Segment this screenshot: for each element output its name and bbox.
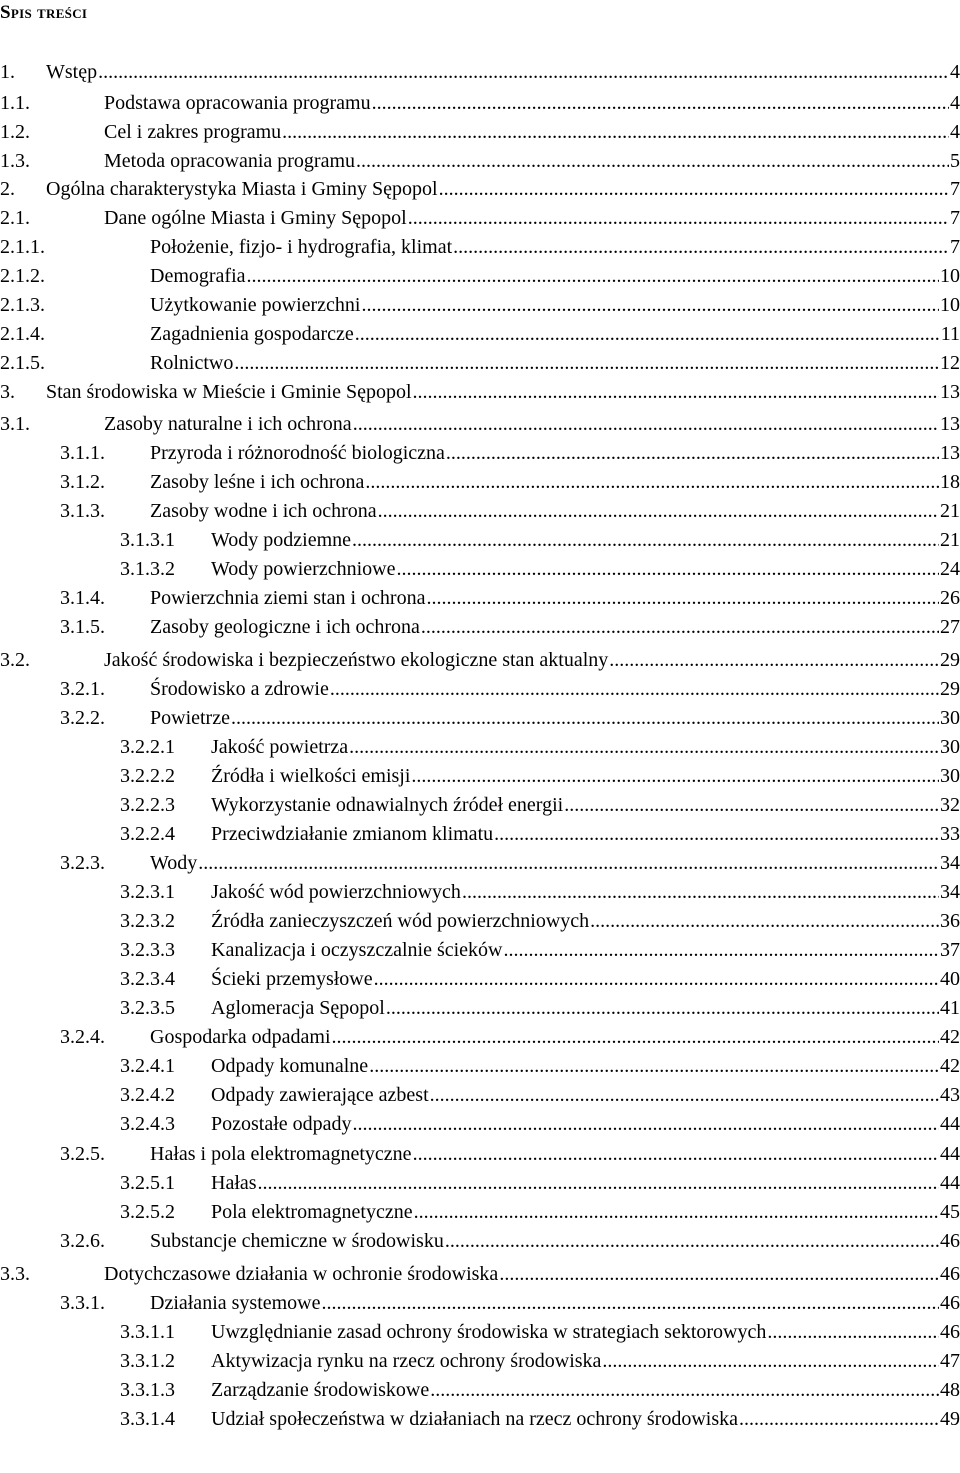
toc-entry-label: Położenie, fizjo- i hydrografia, klimat: [150, 236, 453, 258]
toc-entry-number: 3.1.: [0, 413, 30, 435]
toc-entry-number: 2.1.1.: [0, 236, 45, 258]
toc-entry-number: 3.2.5.1: [120, 1172, 175, 1194]
toc-entry-label: Stan środowiska w Mieście i Gminie Sępopol: [46, 381, 412, 403]
toc-entry[interactable]: [0, 1347, 960, 1375]
toc-entry-number: 3.3.1.1: [120, 1321, 175, 1343]
dot-leader: [430, 1376, 939, 1404]
toc-entry-page: 49: [940, 1408, 960, 1430]
toc-entry-page: 4: [950, 92, 960, 114]
toc-entry-number: 3.3.1.3: [120, 1379, 175, 1401]
toc-entry-label: Zagadnienia gospodarcze: [150, 323, 354, 345]
toc-entry-label: Udział społeczeństwa w działaniach na rzecz ochrony środowiska: [211, 1408, 739, 1430]
toc-entry[interactable]: [0, 1052, 960, 1080]
dot-leader: [590, 907, 939, 935]
toc-entry[interactable]: [0, 497, 960, 525]
dot-leader: [411, 762, 939, 790]
toc-entry[interactable]: [0, 1289, 960, 1317]
toc-entry-label: Wstęp: [46, 61, 98, 83]
toc-entry-number: 3.2.: [0, 649, 30, 671]
toc-entry-page: 48: [940, 1379, 960, 1401]
toc-entry[interactable]: [0, 291, 960, 319]
dot-leader: [352, 526, 939, 554]
toc-entry[interactable]: [0, 965, 960, 993]
toc-entry-label: Hałas i pola elektromagnetyczne: [150, 1143, 412, 1165]
toc-entry-page: 13: [940, 413, 960, 435]
dot-leader: [322, 1289, 940, 1317]
toc-entry-label: Powierzchnia ziemi stan i ochrona: [150, 587, 426, 609]
toc-entry-label: Powietrze: [150, 707, 230, 729]
dot-leader: [421, 613, 939, 641]
toc-entry-page: 30: [940, 707, 960, 729]
toc-entry-number: 3.2.4.2: [120, 1084, 175, 1106]
toc-entry-label: Jakość wód powierzchniowych: [211, 881, 461, 903]
dot-leader: [494, 820, 939, 848]
dot-leader: [369, 1052, 939, 1080]
toc-entry-number: 3.2.1.: [60, 678, 105, 700]
toc-entry-number: 3.2.3.3: [120, 939, 175, 961]
dot-leader: [396, 555, 939, 583]
toc-entry-label: Wody: [150, 852, 198, 874]
toc-entry-number: 3.2.4.3: [120, 1113, 175, 1135]
toc-entry[interactable]: [0, 1376, 960, 1404]
toc-entry-page: 47: [940, 1350, 960, 1372]
toc-entry-page: 37: [940, 939, 960, 961]
dot-leader: [365, 468, 939, 496]
toc-entry-number: 2.1.3.: [0, 294, 45, 316]
toc-entry-label: Zasoby wodne i ich ochrona: [150, 500, 377, 522]
toc-entry-page: 5: [950, 150, 960, 172]
toc-entry-page: 7: [950, 207, 960, 229]
toc-entry[interactable]: [0, 613, 960, 641]
toc-entry-number: 3.2.5.2: [120, 1201, 175, 1223]
dot-leader: [231, 704, 939, 732]
toc-entry-label: Jakość powietrza: [211, 736, 349, 758]
toc-entry-label: Przeciwdziałanie zmianom klimatu: [211, 823, 494, 845]
toc-entry-number: 3.1.3.2: [120, 558, 175, 580]
toc-entry-page: 18: [940, 471, 960, 493]
dot-leader: [247, 262, 939, 290]
toc-entry-number: 3.3.1.: [60, 1292, 105, 1314]
dot-leader: [413, 1140, 939, 1168]
dot-leader: [739, 1405, 939, 1433]
toc-entry[interactable]: [0, 1318, 960, 1346]
toc-entry-label: Demografia: [150, 265, 246, 287]
toc-entry-label: Środowisko a zdrowie: [150, 678, 329, 700]
toc-entry-number: 2.1.4.: [0, 323, 45, 345]
toc-entry-label: Wody podziemne: [211, 529, 352, 551]
toc-entry-label: Gospodarka odpadami: [150, 1026, 331, 1048]
toc-entry-number: 1.2.: [0, 121, 30, 143]
dot-leader: [414, 1198, 939, 1226]
toc-entry-page: 33: [940, 823, 960, 845]
dot-leader: [408, 204, 949, 232]
toc-entry-number: 3.2.3.2: [120, 910, 175, 932]
toc-entry-label: Jakość środowiska i bezpieczeństwo ekologiczne stan aktualny: [104, 649, 609, 671]
toc-entry-page: 46: [940, 1321, 960, 1343]
dot-leader: [504, 936, 939, 964]
toc-entry-label: Zarządzanie środowiskowe: [211, 1379, 430, 1401]
toc-entry[interactable]: [0, 468, 960, 496]
toc-entry-number: 2.: [0, 178, 15, 200]
dot-leader: [462, 878, 939, 906]
dot-leader: [609, 646, 939, 674]
toc-entry-page: 44: [940, 1143, 960, 1165]
toc-entry-label: Uwzględnianie zasad ochrony środowiska w strategiach sektorowych: [211, 1321, 767, 1343]
toc-entry-number: 1.1.: [0, 92, 30, 114]
toc-entry-label: Zasoby leśne i ich ochrona: [150, 471, 365, 493]
dot-leader: [332, 1023, 939, 1051]
toc-entry[interactable]: [0, 320, 960, 348]
toc-entry-page: 42: [940, 1055, 960, 1077]
toc-entry-page: 21: [940, 500, 960, 522]
dot-leader: [372, 89, 949, 117]
toc-entry-number: 3.1.1.: [60, 442, 105, 464]
dot-leader: [353, 1110, 939, 1138]
dot-leader: [98, 58, 949, 86]
toc-entry-label: Pola elektromagnetyczne: [211, 1201, 413, 1223]
toc-entry-number: 3.1.3.: [60, 500, 105, 522]
toc-entry-number: 3.2.2.4: [120, 823, 175, 845]
toc-entry-page: 29: [940, 678, 960, 700]
dot-leader: [378, 497, 939, 525]
toc-entry-page: 4: [950, 61, 960, 83]
toc-entry[interactable]: [0, 58, 960, 86]
toc-title: Spis treści: [0, 2, 88, 23]
toc-entry-label: Aktywizacja rynku na rzecz ochrony środowiska: [211, 1350, 602, 1372]
toc-entry-number: 3.1.2.: [60, 471, 105, 493]
toc-entry[interactable]: [0, 233, 960, 261]
toc-entry-label: Hałas: [211, 1172, 257, 1194]
toc-entry-label: Pozostałe odpady: [211, 1113, 352, 1135]
toc-entry-page: 34: [940, 852, 960, 874]
toc-entry-number: 3.2.6.: [60, 1230, 105, 1252]
dot-leader: [234, 349, 939, 377]
toc-entry[interactable]: [0, 704, 960, 732]
toc-entry-number: 3.2.5.: [60, 1143, 105, 1165]
toc-entry-number: 3.3.1.2: [120, 1350, 175, 1372]
toc-entry-number: 3.1.5.: [60, 616, 105, 638]
toc-entry[interactable]: [0, 791, 960, 819]
toc-entry-number: 3.2.2.2: [120, 765, 175, 787]
toc-entry[interactable]: [0, 1198, 960, 1226]
toc-entry-number: 3.2.3.1: [120, 881, 175, 903]
dot-leader: [602, 1347, 939, 1375]
toc-entry[interactable]: [0, 1405, 960, 1433]
dot-leader: [453, 233, 949, 261]
toc-entry-page: 34: [940, 881, 960, 903]
dot-leader: [258, 1169, 939, 1197]
dot-leader: [374, 965, 939, 993]
toc-entry[interactable]: [0, 994, 960, 1022]
toc-entry[interactable]: [0, 733, 960, 761]
toc-entry-page: 26: [940, 587, 960, 609]
toc-entry-label: Cel i zakres programu: [104, 121, 282, 143]
dot-leader: [330, 675, 939, 703]
toc-entry-page: 30: [940, 765, 960, 787]
toc-entry-label: Źródła i wielkości emisji: [211, 765, 411, 787]
dot-leader: [386, 994, 939, 1022]
toc-entry-number: 3.2.3.: [60, 852, 105, 874]
toc-entry-label: Aglomeracja Sępopol: [211, 997, 385, 1019]
toc-entry-page: 46: [940, 1230, 960, 1252]
toc-entry-number: 3.1.4.: [60, 587, 105, 609]
toc-entry-number: 3.1.3.1: [120, 529, 175, 551]
toc-entry[interactable]: [0, 936, 960, 964]
toc-entry-page: 13: [940, 381, 960, 403]
toc-entry-page: 13: [940, 442, 960, 464]
toc-entry-page: 30: [940, 736, 960, 758]
dot-leader: [349, 733, 939, 761]
toc-entry-page: 12: [940, 352, 960, 374]
toc-entry-page: 11: [940, 323, 960, 345]
toc-entry-page: 45: [940, 1201, 960, 1223]
toc-entry[interactable]: [0, 1227, 960, 1255]
toc-entry-label: Ogólna charakterystyka Miasta i Gminy Sępopol: [46, 178, 438, 200]
toc-entry[interactable]: [0, 675, 960, 703]
toc-entry-page: 32: [940, 794, 960, 816]
toc-entry-label: Zasoby geologiczne i ich ochrona: [150, 616, 420, 638]
toc-entry-page: 4: [950, 121, 960, 143]
toc-entry-page: 10: [940, 294, 960, 316]
toc-entry[interactable]: [0, 378, 960, 406]
toc-entry-label: Kanalizacja i oczyszczalnie ścieków: [211, 939, 503, 961]
toc-entry-number: 3.2.2.1: [120, 736, 175, 758]
dot-leader: [413, 378, 939, 406]
toc-entry[interactable]: [0, 878, 960, 906]
toc-entry-page: 36: [940, 910, 960, 932]
toc-entry-number: 2.1.: [0, 207, 30, 229]
toc-entry-page: 7: [950, 178, 960, 200]
toc-entry-number: 3.2.2.: [60, 707, 105, 729]
toc-entry[interactable]: [0, 349, 960, 377]
toc-entry[interactable]: [0, 526, 960, 554]
dot-leader: [767, 1318, 939, 1346]
toc-entry-label: Dotychczasowe działania w ochronie środowiska: [104, 1263, 499, 1285]
toc-entry-page: 43: [940, 1084, 960, 1106]
dot-leader: [353, 410, 939, 438]
toc-entry-page: 27: [940, 616, 960, 638]
toc-entry-number: 2.1.2.: [0, 265, 45, 287]
toc-entry-label: Przyroda i różnorodność biologiczna: [150, 442, 445, 464]
dot-leader: [355, 320, 940, 348]
dot-leader: [446, 439, 939, 467]
toc-entry[interactable]: [0, 1169, 960, 1197]
toc-entry[interactable]: [0, 89, 960, 117]
dot-leader: [430, 1081, 939, 1109]
dot-leader: [499, 1260, 939, 1288]
toc-entry[interactable]: [0, 1081, 960, 1109]
toc-entry-page: 10: [940, 265, 960, 287]
toc-entry-page: 24: [940, 558, 960, 580]
toc-entry[interactable]: [0, 1023, 960, 1051]
dot-leader: [426, 584, 939, 612]
toc-entry[interactable]: [0, 584, 960, 612]
toc-entry[interactable]: [0, 1260, 960, 1288]
toc-entry[interactable]: [0, 175, 960, 203]
dot-leader: [361, 291, 939, 319]
toc-entry[interactable]: [0, 262, 960, 290]
toc-entry-label: Podstawa opracowania programu: [104, 92, 371, 114]
dot-leader: [445, 1227, 939, 1255]
toc-entry-page: 29: [940, 649, 960, 671]
toc-entry-label: Rolnictwo: [150, 352, 234, 374]
dot-leader: [356, 147, 949, 175]
toc-entry-number: 3.3.1.4: [120, 1408, 175, 1430]
toc-entry[interactable]: [0, 1140, 960, 1168]
toc-entry[interactable]: [0, 204, 960, 232]
toc-entry-label: Dane ogólne Miasta i Gminy Sępopol: [104, 207, 407, 229]
toc-entry-label: Wody powierzchniowe: [211, 558, 396, 580]
toc-entry[interactable]: [0, 439, 960, 467]
toc-entry-label: Ścieki przemysłowe: [211, 968, 373, 990]
toc-entry[interactable]: [0, 849, 960, 877]
toc-entry[interactable]: [0, 646, 960, 674]
toc-entry-number: 3.2.4.: [60, 1026, 105, 1048]
dot-leader: [282, 118, 949, 146]
toc-entry-label: Użytkowanie powierzchni: [150, 294, 361, 316]
toc-entry[interactable]: [0, 410, 960, 438]
toc-entry[interactable]: [0, 820, 960, 848]
toc-entry-number: 3.: [0, 381, 15, 403]
toc-entry[interactable]: [0, 907, 960, 935]
toc-entry-page: 44: [940, 1113, 960, 1135]
toc-entry-label: Substancje chemiczne w środowisku: [150, 1230, 444, 1252]
toc-entry-page: 41: [940, 997, 960, 1019]
toc-entry-page: 42: [940, 1026, 960, 1048]
dot-leader: [564, 791, 939, 819]
toc-entry-number: 1.: [0, 61, 15, 83]
toc-entry-page: 7: [950, 236, 960, 258]
toc-entry-number: 2.1.5.: [0, 352, 45, 374]
toc-entry-page: 46: [940, 1292, 960, 1314]
toc-entry-page: 40: [940, 968, 960, 990]
toc-entry-page: 21: [940, 529, 960, 551]
toc-entry[interactable]: [0, 1110, 960, 1138]
toc-entry[interactable]: [0, 555, 960, 583]
toc-entry-page: 44: [940, 1172, 960, 1194]
toc-entry-label: Odpady zawierające azbest: [211, 1084, 429, 1106]
toc-entry[interactable]: [0, 762, 960, 790]
toc-entry[interactable]: [0, 147, 960, 175]
toc-entry-label: Odpady komunalne: [211, 1055, 369, 1077]
toc-entry-number: 3.2.3.4: [120, 968, 175, 990]
toc-entry-number: 1.3.: [0, 150, 30, 172]
toc-entry-number: 3.2.2.3: [120, 794, 175, 816]
toc-entry-label: Metoda opracowania programu: [104, 150, 356, 172]
dot-leader: [439, 175, 949, 203]
toc-entry-number: 3.2.4.1: [120, 1055, 175, 1077]
toc-entry-label: Działania systemowe: [150, 1292, 321, 1314]
toc-entry-page: 46: [940, 1263, 960, 1285]
dot-leader: [198, 849, 939, 877]
toc-entry-label: Zasoby naturalne i ich ochrona: [104, 413, 352, 435]
toc-entry-label: Źródła zanieczyszczeń wód powierzchniowych: [211, 910, 590, 932]
toc-entry-label: Wykorzystanie odnawialnych źródeł energii: [211, 794, 564, 816]
toc-entry-number: 3.2.3.5: [120, 997, 175, 1019]
toc-entry[interactable]: [0, 118, 960, 146]
toc-entry-number: 3.3.: [0, 1263, 30, 1285]
